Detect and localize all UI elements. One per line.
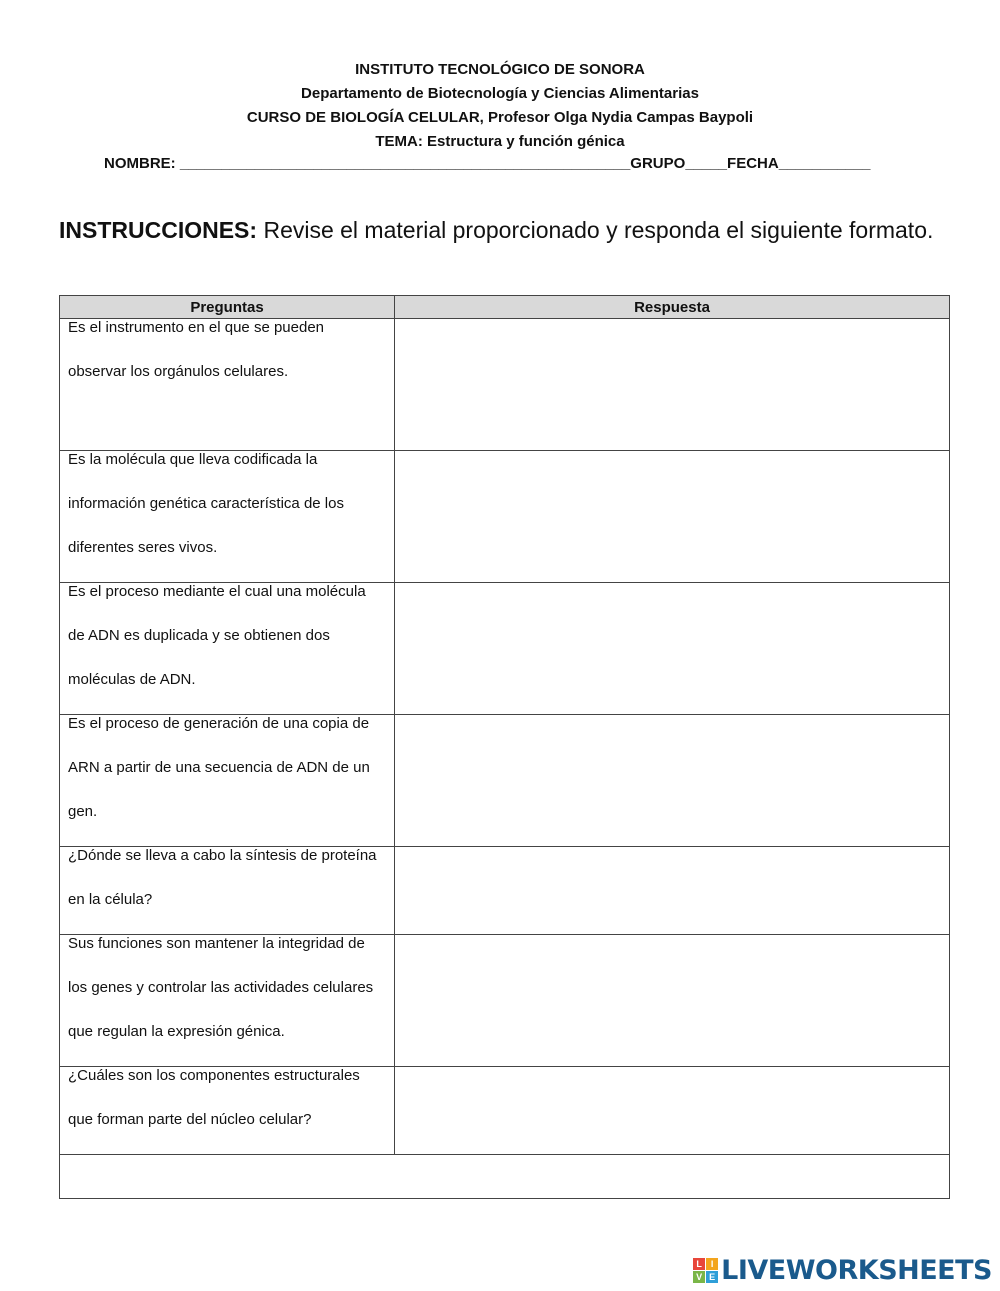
question-cell — [60, 935, 395, 1067]
questions-table — [59, 295, 950, 1199]
logo-tile: V — [693, 1271, 705, 1283]
question-cell — [60, 1067, 395, 1155]
instructions-text: Revise el material proporcionado y responda el siguiente formato. — [257, 217, 934, 243]
answer-cell[interactable] — [395, 319, 950, 451]
table-row — [60, 319, 950, 451]
brand-text: LIVEWORKSHEETS — [721, 1254, 992, 1286]
liveworksheets-brand — [693, 1253, 992, 1287]
table-row — [60, 715, 950, 847]
course-title: CURSO DE BIOLOGÍA CELULAR, Profesor Olga Nydia Campas Baypoli — [246, 109, 754, 126]
document-header — [0, 58, 1000, 154]
question-text: ¿Dónde se lleva a cabo la síntesis de proteína en la célula? — [68, 847, 377, 908]
question-text: Es la molécula que lleva codificada la información genética característica de los diferentes seres vivos. — [68, 451, 344, 556]
question-cell — [60, 451, 395, 583]
question-cell — [60, 583, 395, 715]
table-row — [60, 935, 950, 1067]
answer-cell[interactable] — [395, 1067, 950, 1155]
logo-tile: E — [706, 1271, 718, 1283]
logo-tile: L — [693, 1258, 705, 1270]
table-row — [60, 583, 950, 715]
empty-footer-row — [60, 1155, 950, 1199]
answer-cell[interactable] — [395, 451, 950, 583]
answer-cell[interactable] — [395, 847, 950, 935]
answer-cell[interactable] — [395, 935, 950, 1067]
question-cell — [60, 319, 395, 451]
header-questions: Preguntas — [60, 296, 395, 319]
instructions-label: INSTRUCCIONES: — [59, 217, 258, 243]
name-group-date-line: NOMBRE: ______________________________________________________GRUPO_____FECHA___________ — [104, 155, 871, 172]
topic-title: TEMA: Estructura y función génica — [375, 133, 625, 150]
question-text: ¿Cuáles son los componentes estructurales que forman parte del núcleo celular? — [68, 1067, 360, 1128]
header-answers: Respuesta — [395, 296, 950, 319]
liveworksheets-logo-icon — [693, 1258, 718, 1283]
question-text: Es el proceso mediante el cual una molécula de ADN es duplicada y se obtienen dos moléculas de ADN. — [68, 583, 366, 688]
instructions — [59, 212, 939, 248]
table-row — [60, 451, 950, 583]
question-text: Es el instrumento en el que se pueden observar los orgánulos celulares. — [68, 319, 325, 380]
department-title: Departamento de Biotecnología y Ciencias Alimentarias — [301, 85, 699, 102]
institute-title: INSTITUTO TECNOLÓGICO DE SONORA — [355, 61, 645, 78]
question-text: Es el proceso de generación de una copia de ARN a partir de una secuencia de ADN de un gen. — [68, 715, 370, 820]
empty-cell — [60, 1155, 950, 1199]
table-row — [60, 1067, 950, 1155]
answer-cell[interactable] — [395, 715, 950, 847]
question-text: Sus funciones son mantener la integridad de los genes y controlar las actividades celulares que regulan la expresión génica. — [68, 935, 374, 1040]
logo-tile: I — [706, 1258, 718, 1270]
question-cell — [60, 715, 395, 847]
answer-cell[interactable] — [395, 583, 950, 715]
